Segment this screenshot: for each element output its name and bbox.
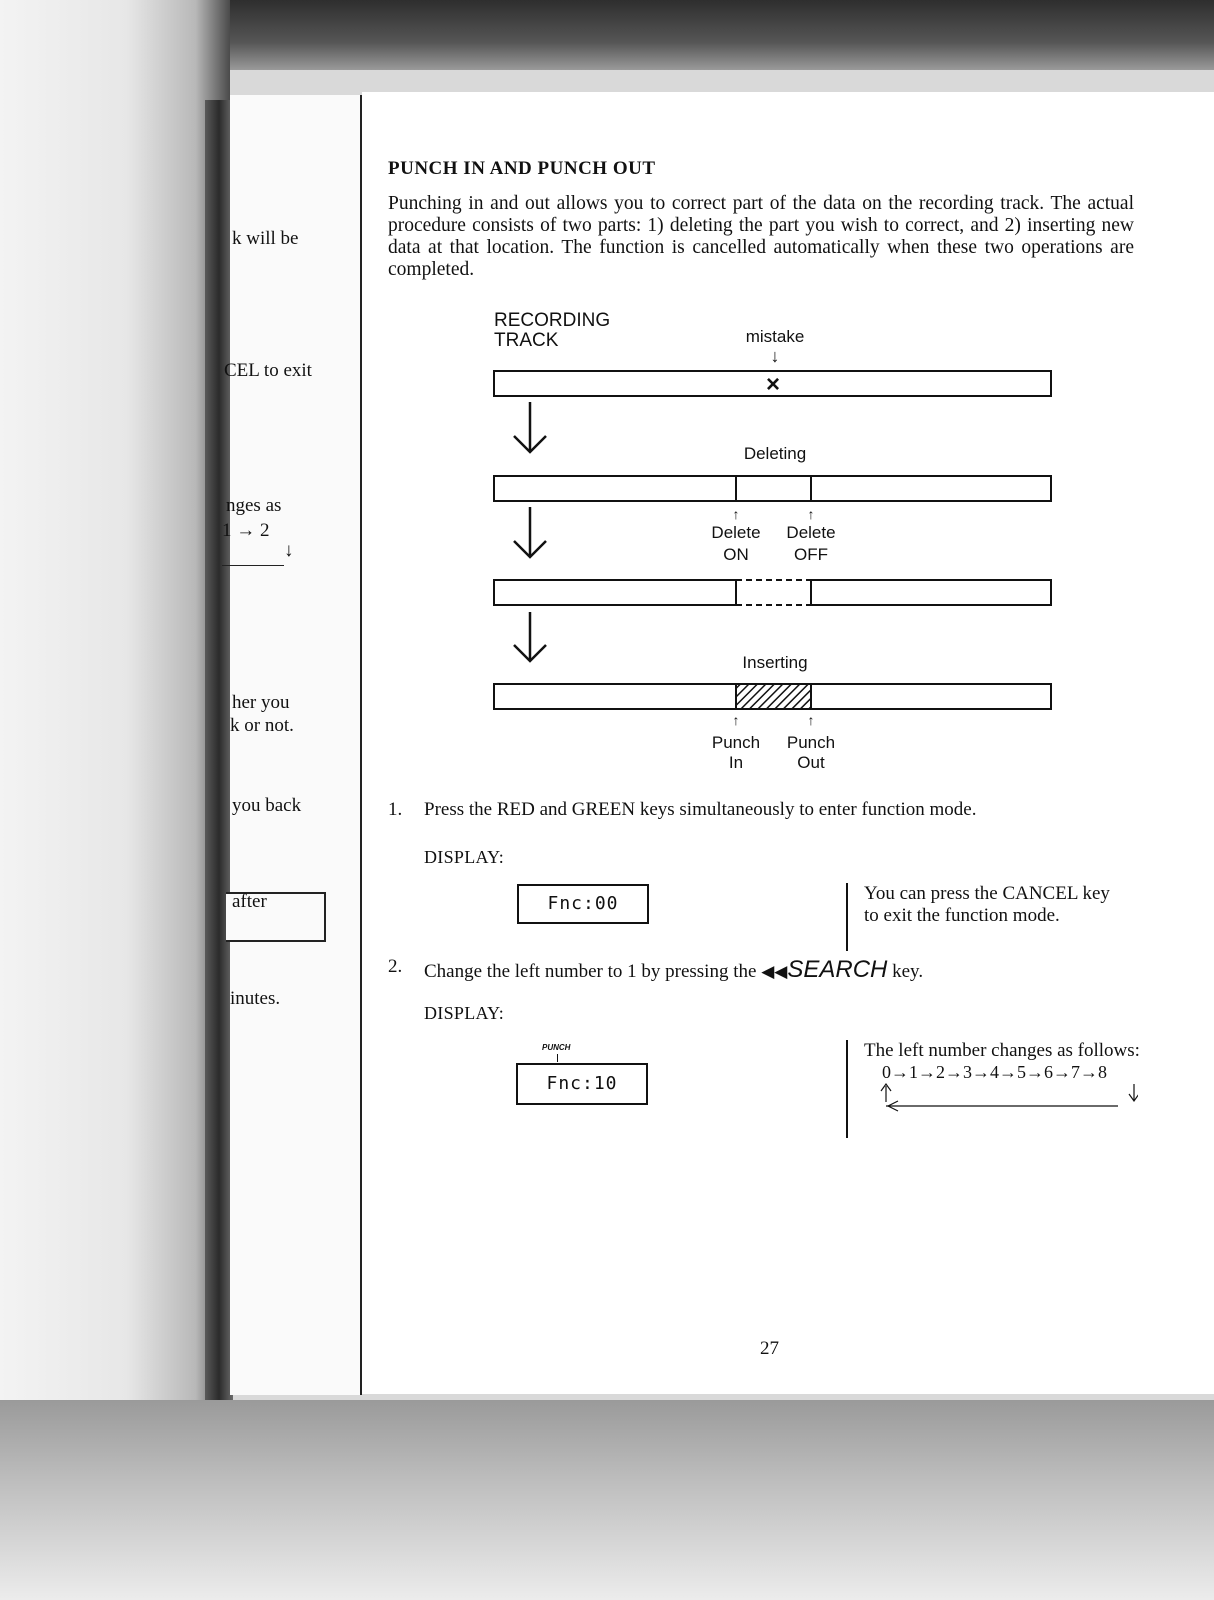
lcd-display: Fnc:00: [517, 884, 649, 924]
left-page-fragment: inutes.: [230, 988, 281, 1009]
step-1-note: [846, 883, 1110, 951]
left-page-fragment: 1 → 2: [222, 520, 270, 541]
intro-paragraph: Punching in and out allows you to correct part of the data on the recording track. The actual procedure consists of two parts: 1) deleting the part you wish to correct, and 2) inserting new data at that location. The function is cancelled automatically when these two operations are completed.: [388, 193, 1134, 280]
punch-out-label-line2: Out: [797, 753, 825, 772]
lcd-punch-indicator: PUNCH: [542, 1043, 571, 1052]
step-number: 1.: [388, 799, 403, 820]
note-line: to exit the function mode.: [864, 905, 1060, 926]
delete-on-label-line2: ON: [723, 545, 749, 564]
delete-on-label-line1: Delete: [711, 523, 761, 542]
search-key-label: SEARCH: [787, 956, 888, 983]
left-page-fragment: k or not.: [230, 715, 294, 736]
note-line: You can press the CANCEL key: [864, 883, 1110, 904]
page-number: 27: [760, 1338, 779, 1359]
step-text-suffix: key.: [892, 961, 924, 982]
delete-off-label-line1: Delete: [786, 523, 836, 542]
left-page-fragment: you back: [232, 795, 302, 816]
left-page-fragment: ↓: [284, 540, 294, 561]
left-page-fragment: CEL to exit: [224, 360, 312, 381]
mistake-label: mistake: [745, 327, 805, 346]
track-label-line1: RECORDING: [494, 310, 611, 331]
down-arrow-icon: [514, 612, 546, 661]
wrap-around-arrow: [878, 1082, 1138, 1112]
delete-off-label-line2: OFF: [794, 545, 828, 564]
rewind-icon: ◀◀: [761, 962, 788, 982]
section-heading: PUNCH IN AND PUNCH OUT: [388, 158, 656, 179]
display-label: DISPLAY:: [424, 1003, 505, 1023]
left-page-rule: [222, 565, 284, 566]
note-line: The left number changes as follows:: [864, 1040, 1140, 1061]
mistake-marker: ×: [765, 371, 781, 398]
up-arrow-icon: ↑: [732, 506, 740, 522]
up-arrow-icon: ↑: [807, 712, 815, 728]
left-page-fragment: nges as: [226, 495, 282, 516]
step-text: Change the left number to 1 by pressing the: [424, 961, 757, 982]
down-arrow-icon: [514, 507, 546, 557]
step-number: 2.: [388, 956, 403, 977]
mistake-arrow-icon: ↓: [770, 346, 780, 366]
punch-diagram: [470, 300, 1070, 780]
up-arrow-icon: ↑: [732, 712, 740, 728]
step-text: Press the RED and GREEN keys simultaneously to enter function mode.: [424, 799, 977, 820]
step-text-wrapper: [424, 956, 923, 984]
previous-page-strip: [230, 95, 362, 1395]
deleting-label: Deleting: [743, 444, 807, 463]
punch-in-label-line1: Punch: [711, 733, 761, 752]
punch-out-label-line1: Punch: [786, 733, 836, 752]
left-page-fragment: k will be: [232, 228, 299, 249]
scan-margin-left: [0, 0, 230, 1600]
lcd-display: Fnc:10: [516, 1063, 648, 1105]
track-label-line2: TRACK: [494, 330, 559, 351]
up-arrow-icon: ↑: [807, 506, 815, 522]
book-spine: [205, 100, 233, 1400]
step-2-note: [846, 1040, 1140, 1138]
left-page-fragment: her you: [232, 692, 290, 713]
lcd-indicator-tick: [557, 1054, 558, 1062]
inserting-label: Inserting: [742, 653, 808, 672]
inserted-data-hatch: [736, 684, 811, 709]
punch-in-label-line2: In: [728, 753, 744, 772]
number-sequence: 0→1→2→3→4→5→6→7→8: [882, 1062, 1107, 1082]
left-page-fragment: after: [232, 891, 267, 912]
track-bar-left-segment: [494, 580, 736, 605]
display-label: DISPLAY:: [424, 847, 505, 867]
scan-shadow-bottom: [0, 1400, 1214, 1600]
track-bar-right-segment: [811, 580, 1051, 605]
track-bar-deleting: [494, 476, 1051, 501]
down-arrow-icon: [514, 402, 546, 452]
